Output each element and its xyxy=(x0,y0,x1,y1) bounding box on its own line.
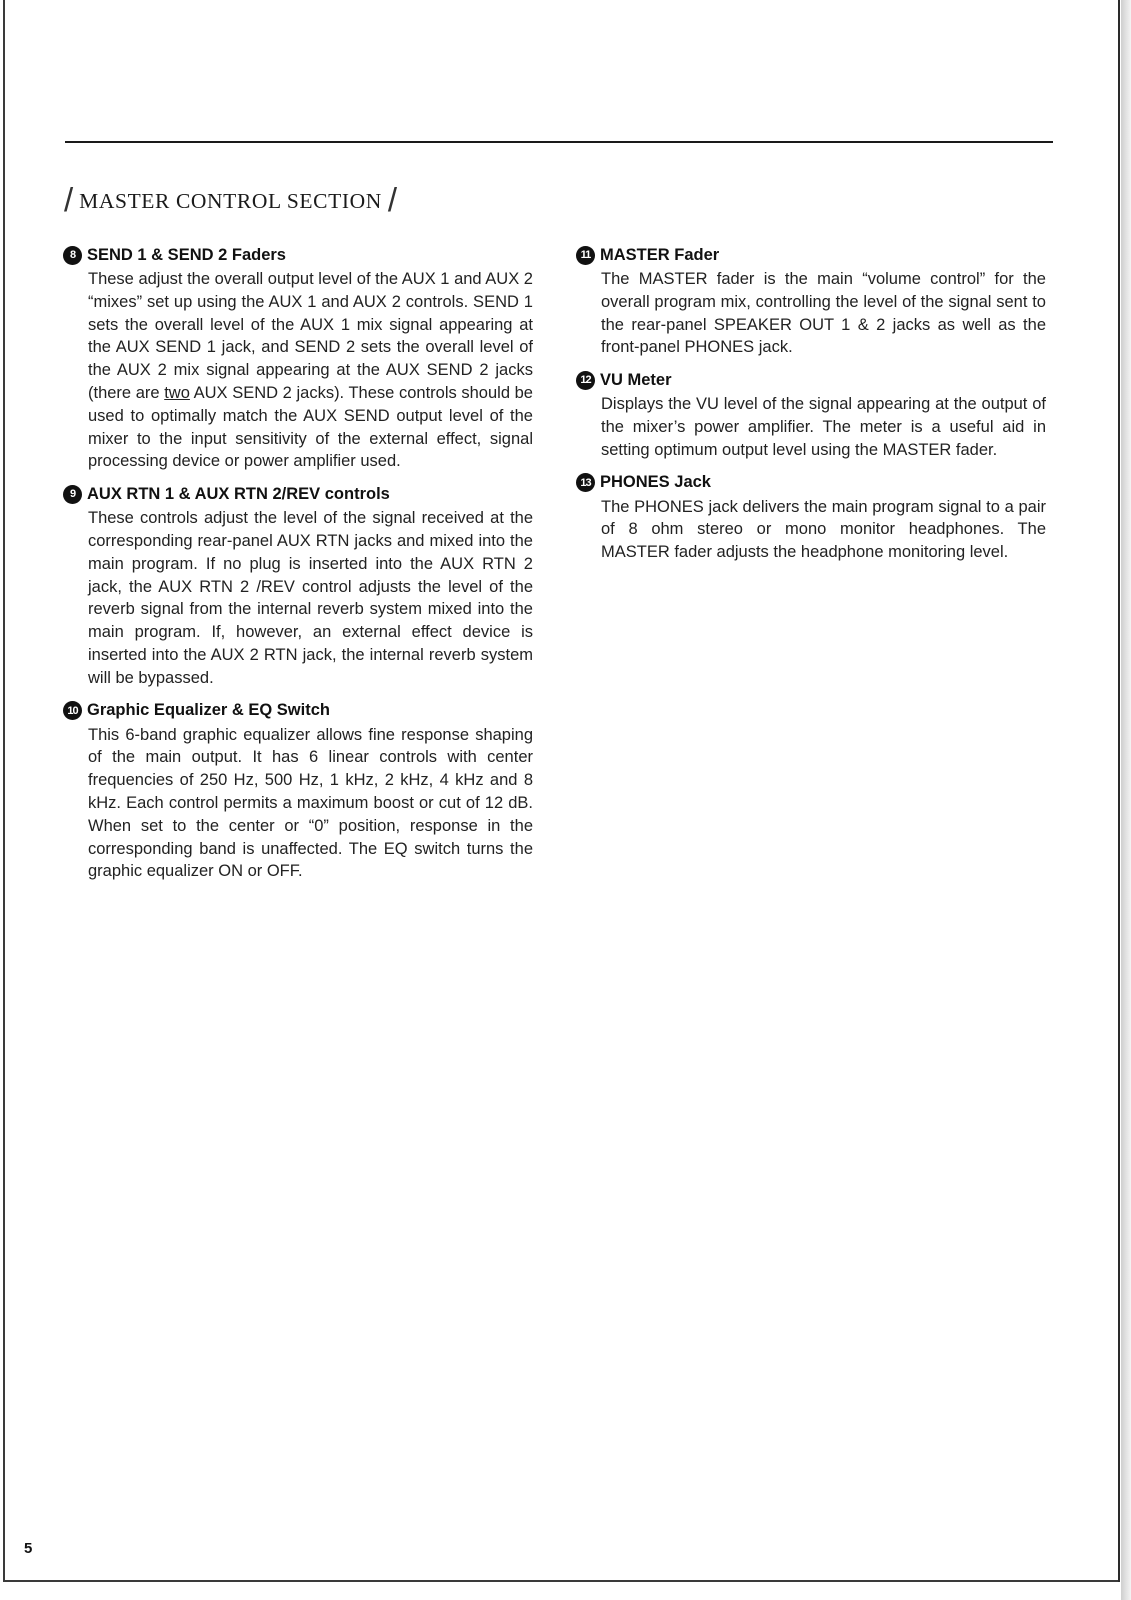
page-bottom-border xyxy=(3,1580,1118,1582)
left-column xyxy=(63,244,533,893)
section-heading xyxy=(64,181,398,218)
item-title: PHONES Jack xyxy=(600,473,711,492)
right-column xyxy=(576,244,1046,574)
heading-slash-right: / xyxy=(387,181,398,218)
item-number-badge: 13 xyxy=(576,473,595,492)
item-description: These adjust the overall output level of the AUX 1 and AUX 2 “mixes” set up using the AUX 1 and AUX 2 controls. SEND 1 sets the overall level of the AUX 1 mix signal appearing at the AUX SEND 1 jack, and SEND 2 sets the overall level of the AUX 2 mix signal appearing at the AUX SEND 2 jacks (there are two AUX SEND 2 jacks). These controls should be used to optimally match the AUX SEND output level of the mixer to the input sensitivity of the external effect, signal processing device or power amplifier used. xyxy=(88,270,533,471)
page-number: 5 xyxy=(24,1540,33,1557)
item-title: MASTER Fader xyxy=(600,245,720,264)
item-number-badge: 9 xyxy=(63,485,82,504)
item-aux-rtn-controls xyxy=(63,483,533,689)
item-vu-meter xyxy=(576,369,1046,461)
page-right-edge xyxy=(1118,0,1120,1582)
item-number-badge: 12 xyxy=(576,371,595,390)
item-description: Displays the VU level of the signal appearing at the output of the mixer’s power amplifier. The meter is a useful aid in setting optimum output level using the MASTER fader. xyxy=(601,395,1046,459)
item-number-badge: 8 xyxy=(63,246,82,265)
page-binding-shadow xyxy=(1121,0,1131,1600)
item-title: SEND 1 & SEND 2 Faders xyxy=(87,245,286,264)
underlined-word: two xyxy=(164,383,190,402)
item-title: VU Meter xyxy=(600,370,672,389)
item-number-badge: 10 xyxy=(63,701,82,720)
item-phones-jack xyxy=(576,472,1046,564)
heading-slash-left: / xyxy=(64,181,74,218)
item-master-fader xyxy=(576,244,1046,359)
header-rule xyxy=(65,141,1053,143)
item-send-faders xyxy=(63,244,533,473)
item-description: The MASTER fader is the main “volume control” for the overall program mix, controlling the level of the signal sent to the rear-panel SPEAKER OUT 1 & 2 jacks as well as the front-panel PHONES jack. xyxy=(601,270,1046,357)
item-title: Graphic Equalizer & EQ Switch xyxy=(87,701,330,720)
item-title: AUX RTN 1 & AUX RTN 2/REV controls xyxy=(87,484,390,503)
item-number-badge: 11 xyxy=(576,246,595,265)
item-description: This 6-band graphic equalizer allows fine response shaping of the main output. It has 6 linear controls with center frequencies of 250 Hz, 500 Hz, 1 kHz, 2 kHz, 4 kHz and 8 kHz. Each control permits a maximum boost or cut of 12 dB. When set to the center or “0” position, response in the corresponding band is unaffected. The EQ switch turns the graphic equalizer ON or OFF. xyxy=(88,725,533,881)
page-left-border xyxy=(3,0,5,1582)
section-title: MASTER CONTROL SECTION xyxy=(79,188,382,213)
item-graphic-equalizer xyxy=(63,700,533,884)
item-description: The PHONES jack delivers the main program signal to a pair of 8 ohm stereo or mono monitor headphones. The MASTER fader adjusts the headphone monitoring level. xyxy=(601,497,1046,562)
item-description: These controls adjust the level of the signal received at the corresponding rear-panel AUX RTN jacks and mixed into the main program. If no plug is inserted into the AUX RTN 2 jack, the AUX RTN 2 /REV control adjusts the level of the reverb signal from the internal reverb system mixed into the main program. If, however, an external effect device is inserted into the AUX 2 RTN jack, the internal reverb system will be bypassed. xyxy=(88,509,533,687)
